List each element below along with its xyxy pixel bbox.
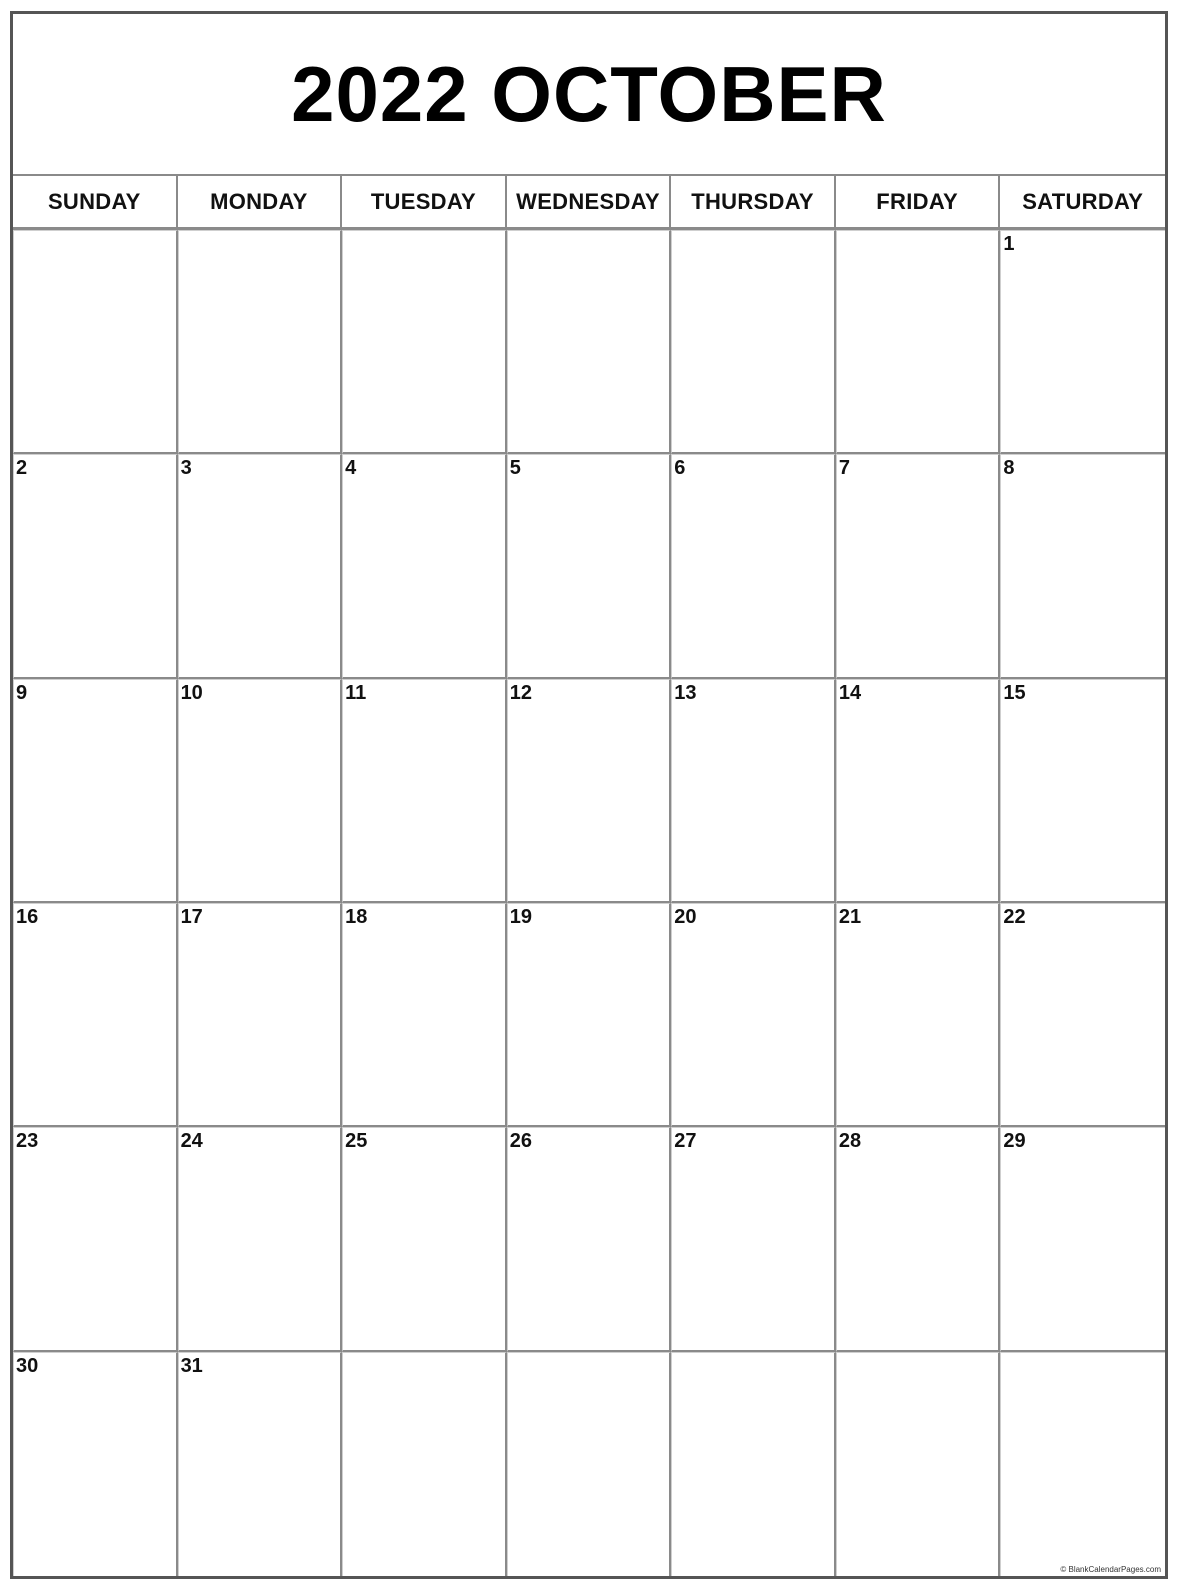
day-number: 8: [1003, 457, 1015, 480]
day-cell: [671, 230, 836, 454]
day-grid: [13, 230, 1165, 1576]
day-cell: [507, 903, 672, 1127]
day-cell: [507, 230, 672, 454]
day-cell: [13, 679, 178, 903]
day-cell: [1000, 1127, 1165, 1351]
calendar: [10, 11, 1168, 1579]
day-number: 12: [509, 681, 532, 704]
day-number: 7: [838, 457, 850, 480]
day-number: 9: [16, 681, 28, 704]
day-number: 21: [838, 905, 862, 928]
calendar-title: 2022 OCTOBER: [291, 50, 887, 138]
day-cell: [507, 1127, 672, 1351]
day-number: 28: [838, 1130, 862, 1153]
day-cell: [836, 230, 1001, 454]
day-cell: [178, 903, 343, 1127]
day-number: 3: [180, 457, 192, 480]
weekday-saturday: SATURDAY: [1000, 176, 1165, 230]
day-cell: [1000, 903, 1165, 1127]
day-cell: [342, 1352, 507, 1576]
day-number: 27: [674, 1130, 697, 1153]
weekday-thursday: THURSDAY: [671, 176, 836, 230]
day-number: 6: [674, 457, 686, 480]
day-number: 22: [1003, 905, 1026, 928]
day-cell: [1000, 679, 1165, 903]
title-bar: [13, 14, 1165, 176]
day-cell: [836, 679, 1001, 903]
day-cell: [671, 454, 836, 678]
day-cell: [342, 903, 507, 1127]
day-number: 30: [16, 1354, 39, 1377]
day-cell: [671, 1127, 836, 1351]
day-number: 26: [509, 1130, 532, 1153]
day-number: 19: [509, 905, 532, 928]
day-cell: [836, 454, 1001, 678]
day-number: 13: [674, 681, 697, 704]
day-number: 24: [180, 1130, 203, 1153]
day-cell: [178, 1127, 343, 1351]
day-number: 1: [1003, 233, 1015, 255]
day-cell: [13, 1127, 178, 1351]
day-number: 10: [180, 681, 203, 704]
day-cell: [1000, 1352, 1165, 1576]
weekday-tuesday: TUESDAY: [342, 176, 507, 230]
day-cell: [342, 679, 507, 903]
day-cell: [13, 454, 178, 678]
day-number: 31: [180, 1354, 203, 1377]
weekday-sunday: SUNDAY: [13, 176, 178, 230]
day-number: 25: [345, 1130, 368, 1153]
day-cell: [507, 679, 672, 903]
day-number: 15: [1003, 681, 1026, 704]
day-number: 2: [16, 457, 28, 480]
day-cell: [178, 230, 343, 454]
weekday-header-row: [13, 176, 1165, 230]
day-cell: [671, 679, 836, 903]
day-number: 18: [345, 905, 368, 928]
day-number: 14: [838, 681, 862, 704]
day-cell: [13, 903, 178, 1127]
day-number: 4: [345, 457, 357, 480]
day-cell: [13, 1352, 178, 1576]
day-cell: [178, 1352, 343, 1576]
day-number: 20: [674, 905, 697, 928]
day-cell: [342, 230, 507, 454]
day-number: 5: [509, 457, 521, 480]
weekday-friday: FRIDAY: [836, 176, 1001, 230]
watermark: © BlankCalendarPages.com: [1060, 1565, 1161, 1574]
day-number: 29: [1003, 1130, 1026, 1153]
day-number: 23: [16, 1130, 39, 1153]
day-cell: [178, 454, 343, 678]
day-cell: [1000, 454, 1165, 678]
weekday-monday: MONDAY: [178, 176, 343, 230]
day-cell: [671, 1352, 836, 1576]
day-cell: [836, 1352, 1001, 1576]
day-number: 16: [16, 905, 39, 928]
day-number: 17: [180, 905, 203, 928]
day-cell: [507, 454, 672, 678]
day-cell: [836, 1127, 1001, 1351]
weekday-wednesday: WEDNESDAY: [507, 176, 672, 230]
day-cell: [507, 1352, 672, 1576]
day-cell: [1000, 230, 1165, 454]
day-cell: [342, 1127, 507, 1351]
day-cell: [671, 903, 836, 1127]
day-cell: [342, 454, 507, 678]
day-number: 11: [345, 681, 367, 704]
day-cell: [178, 679, 343, 903]
day-cell: [13, 230, 178, 454]
day-cell: [836, 903, 1001, 1127]
